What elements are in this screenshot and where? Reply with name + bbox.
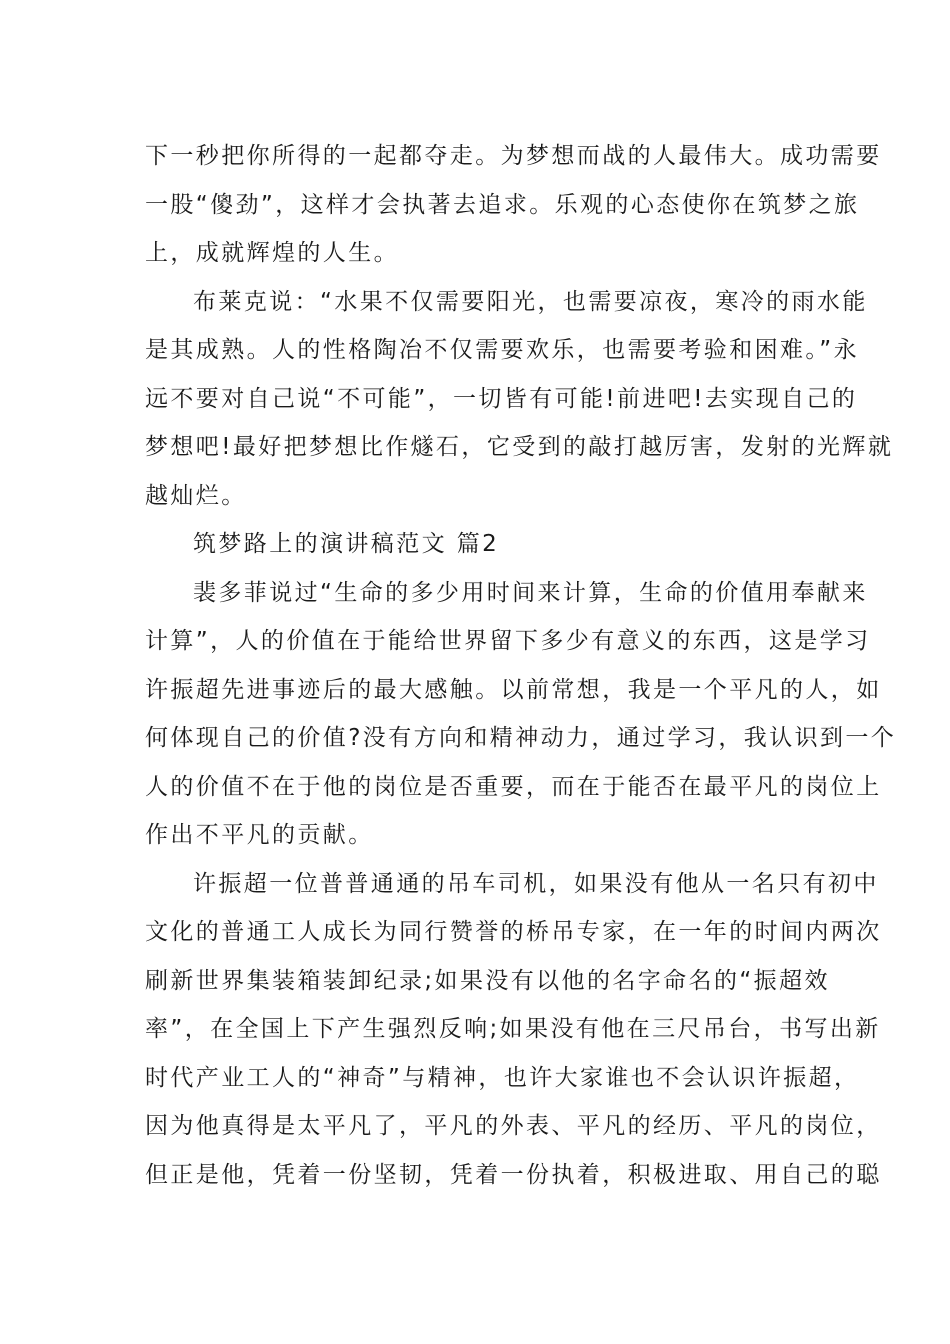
text-line: 时代产业工人的“神奇”与精神，也许大家谁也不会认识许振超， (145, 1064, 860, 1091)
text-line: 文化的普通工人成长为同行赞誉的桥吊专家，在一年的时间内两次 (145, 919, 882, 945)
paragraph-4 (145, 860, 882, 1200)
text-line: 梦想吧!最好把梦想比作燧石，它受到的敲打越厉害，发射的光辉就 (145, 434, 894, 460)
document-body (145, 132, 897, 1199)
text-line: 计算”，人的价值在于能给世界留下多少有意义的东西，这是学习 (145, 628, 871, 654)
text-line: 布莱克说：“水果不仅需要阳光，也需要凉夜，寒冷的雨水能 (193, 288, 868, 315)
text-line: 刷新世界集装箱装卸纪录;如果没有以他的名字命名的“振超效 (145, 967, 830, 994)
text-line: 越灿烂。 (145, 482, 247, 509)
text-line: 裴多菲说过“生命的多少用时间来计算，生命的价值用奉献来 (193, 579, 868, 606)
text-line: 下一秒把你所得的一起都夺走。为梦想而战的人最伟大。成功需要 (145, 143, 882, 169)
text-line: 远不要对自己说“不可能”，一切皆有可能!前进吧!去实现自己的 (145, 385, 858, 412)
text-line: 上，成就辉煌的人生。 (145, 240, 399, 266)
section-heading: 筑梦路上的演讲稿范文 篇2 (193, 531, 500, 557)
paragraph-3 (145, 569, 897, 860)
paragraph-1 (145, 132, 882, 278)
text-line: 许振超一位普普通通的吊车司机，如果没有他从一名只有初中 (193, 870, 879, 897)
text-line: 是其成熟。人的性格陶冶不仅需要欢乐，也需要考验和困难。”永 (145, 337, 860, 363)
text-line: 因为他真得是太平凡了，平凡的外表、平凡的经历、平凡的岗位， (145, 1113, 882, 1139)
text-line: 率”，在全国上下产生强烈反响;如果没有他在三尺吊台，书写出新 (145, 1016, 881, 1042)
text-line: 但正是他，凭着一份坚韧，凭着一份执着，积极进取、用自己的聪 (145, 1161, 882, 1188)
text-line: 何体现自己的价值?没有方向和精神动力，通过学习，我认识到一个 (145, 725, 897, 751)
paragraph-2 (145, 278, 894, 521)
text-line: 作出不平凡的贡献。 (145, 822, 374, 848)
text-line: 人的价值不在于他的岗位是否重要，而在于能否在最平凡的岗位上 (145, 773, 882, 800)
text-line: 许振超先进事迹后的最大感触。以前常想，我是一个平凡的人，如 (145, 676, 882, 703)
text-line: 一股“傻劲”，这样才会执著去追求。乐观的心态使你在筑梦之旅 (145, 191, 860, 218)
